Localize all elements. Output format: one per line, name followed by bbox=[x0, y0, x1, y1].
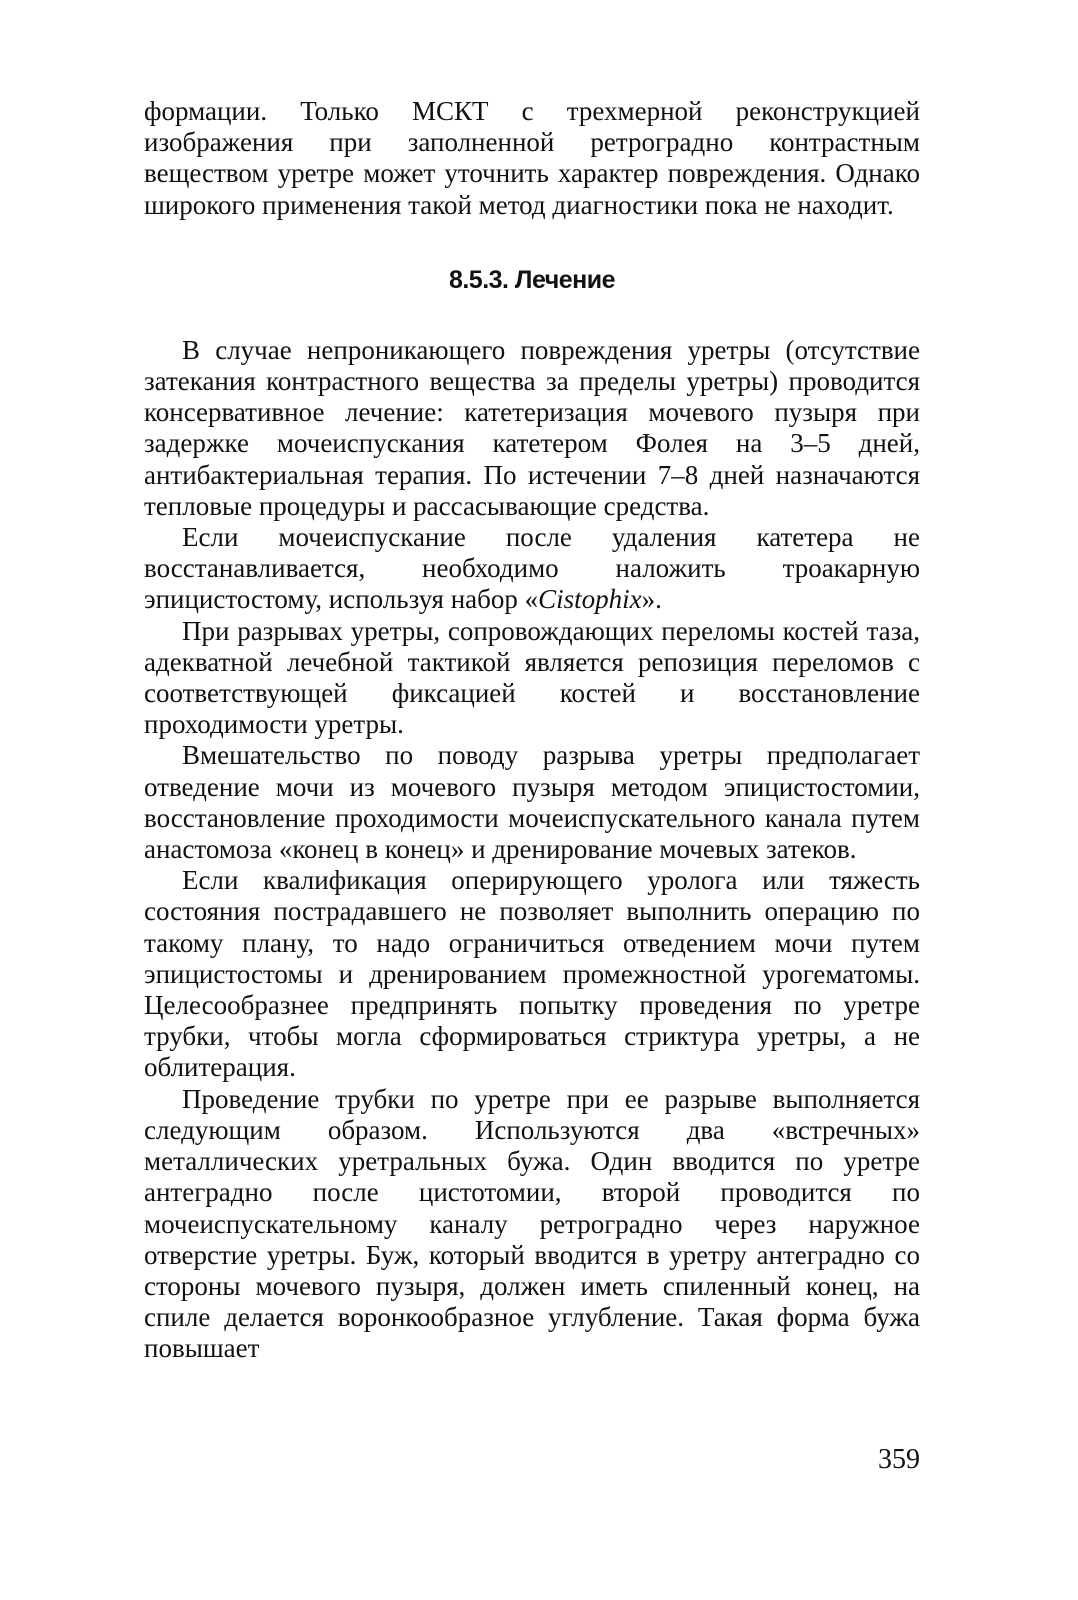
cistophix-set-name: Cistophix bbox=[538, 584, 642, 615]
cistophix-text-before: Если мочеиспускание после удаления катетера не восстанавливается, необходимо наложить троакарную эпицистостому, используя набор « bbox=[144, 522, 920, 615]
paragraph-tube-placement: Проведение трубки по уретре при ее разрыве выполняется следующим образом. Используются два «встречных» металлических уретральных бужа. Один вводится по уретре антеградно после цистотомии, второй проводится по мочеиспускательному каналу ретроградно через наружное отверстие уретры. Буж, который вводится в уретру антеградно со стороны мочевого пузыря, должен иметь спиленный конец, на спиле делается воронкообразное углубление. Такая форма бужа повышает bbox=[144, 1083, 920, 1364]
section-heading: 8.5.3. Лечение bbox=[448, 265, 616, 294]
paragraph-qualification: Если квалификация оперирующего уролога или тяжесть состояния пострадавшего не позволяет выполнить операцию по такому плану, то надо ограничиться отведением мочи путем эпицистостомы и дренированием промежностной урогематомы. Целесообразнее предпринять попытку проведения по уретре трубки, чтобы могла сформироваться стриктура уретры, а не облитерация. bbox=[144, 865, 920, 1083]
page-body bbox=[144, 96, 920, 1365]
paragraph-conservative-treatment: В случае непроникающего повреждения уретры (отсутствие затекания контрастного вещества за пределы уретры) проводится консервативное лечение: катетеризация мочевого пузыря при задержке мочеиспускания катетером Фолея на 3–5 дней, антибактериальная терапия. По истечении 7–8 дней назначаются тепловые процедуры и рассасывающие средства. bbox=[144, 334, 920, 521]
intro-paragraph: формации. Только МСКТ с трехмерной реконструкцией изображения при заполненной ретроградно контрастным веществом уретре может уточнить характер повреждения. Однако широкого применения такой метод диагностики пока не находит. bbox=[144, 96, 920, 220]
paragraph-intervention: Вмешательство по поводу разрыва уретры предполагает отведение мочи из мочевого пузыря методом эпицистостомии, восстановление проходимости мочеиспускательного канала путем анастомоза «конец в конец» и дренирование мочевых затеков. bbox=[144, 740, 920, 865]
cistophix-text-after: ». bbox=[641, 584, 662, 615]
paragraph-cistostomy bbox=[144, 522, 920, 616]
paragraph-pelvic-fracture: При разрывах уретры, сопровождающих переломы костей таза, адекватной лечебной тактикой является репозиция переломов с соответствующей фиксацией костей и восстановление проходимости уретры. bbox=[144, 615, 920, 740]
page-number: 359 bbox=[878, 1444, 920, 1475]
